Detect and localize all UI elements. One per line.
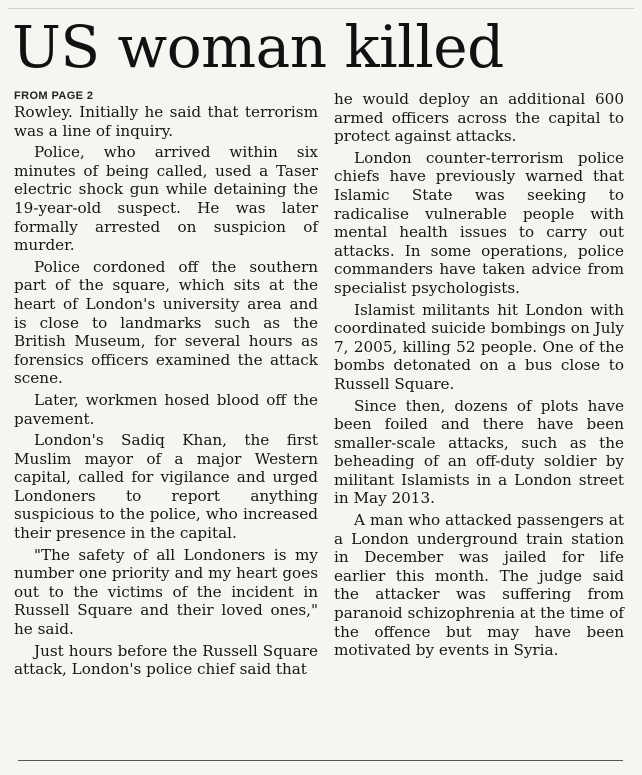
paragraph: Later, workmen hosed blood off the pavement. xyxy=(14,390,318,428)
paragraph: A man who attacked passengers at a London underground train station in December was jailed for life earlier this month. The judge said the attacker was suffering from paranoid schizophrenia at the time of the offence but may have been motivated by events in Syria. xyxy=(334,511,624,660)
paragraph: Since then, dozens of plots have been foiled and there have been smaller-scale attacks, such as the beheading of an off-duty soldier by militant Islamists in a London street in May 2013. xyxy=(334,396,624,508)
headline: US woman killed xyxy=(12,13,504,81)
paragraph: London counter-terrorism police chiefs have previously warned that Islamic State was seeking to radicalise vulnerable people with mental health issues to carry out attacks. In some operations, police commanders have taken advice from specialist psychologists. xyxy=(334,148,624,297)
paragraph: "The safety of all Londoners is my number one priority and my heart goes out to the victims of the incident in Russell Square and their loved ones," he said. xyxy=(14,545,318,639)
bottom-rule xyxy=(18,760,623,761)
paragraph: he would deploy an additional 600 armed officers across the capital to protect against attacks. xyxy=(334,90,624,146)
jump-label: FROM PAGE 2 xyxy=(14,90,94,102)
paragraph: Rowley. Initially he said that terrorism was a line of inquiry. xyxy=(14,103,318,140)
column-right xyxy=(334,90,624,663)
paragraph: Police, who arrived within six minutes of being called, used a Taser electric shock gun while detaining the 19-year-old suspect. He was later formally arrested on suspicion of murder. xyxy=(14,143,318,255)
column-left xyxy=(14,90,318,682)
paragraph: Police cordoned off the southern part of the square, which sits at the heart of London's university area and is close to landmarks such as the British Museum, for several hours as forensics officers examined the attack scene. xyxy=(14,257,318,388)
paragraph: London's Sadiq Khan, the first Muslim mayor of a major Western capital, called for vigilance and urged Londoners to report anything suspicious to the police, who increased their presence in the capital. xyxy=(14,431,318,543)
paragraph: Just hours before the Russell Square attack, London's police chief said that xyxy=(14,641,318,679)
paragraph: Islamist militants hit London with coordinated suicide bombings on July 7, 2005, killing 52 people. One of the bombs detonated on a bus close to Russell Square. xyxy=(334,300,624,393)
article-body xyxy=(14,90,624,750)
